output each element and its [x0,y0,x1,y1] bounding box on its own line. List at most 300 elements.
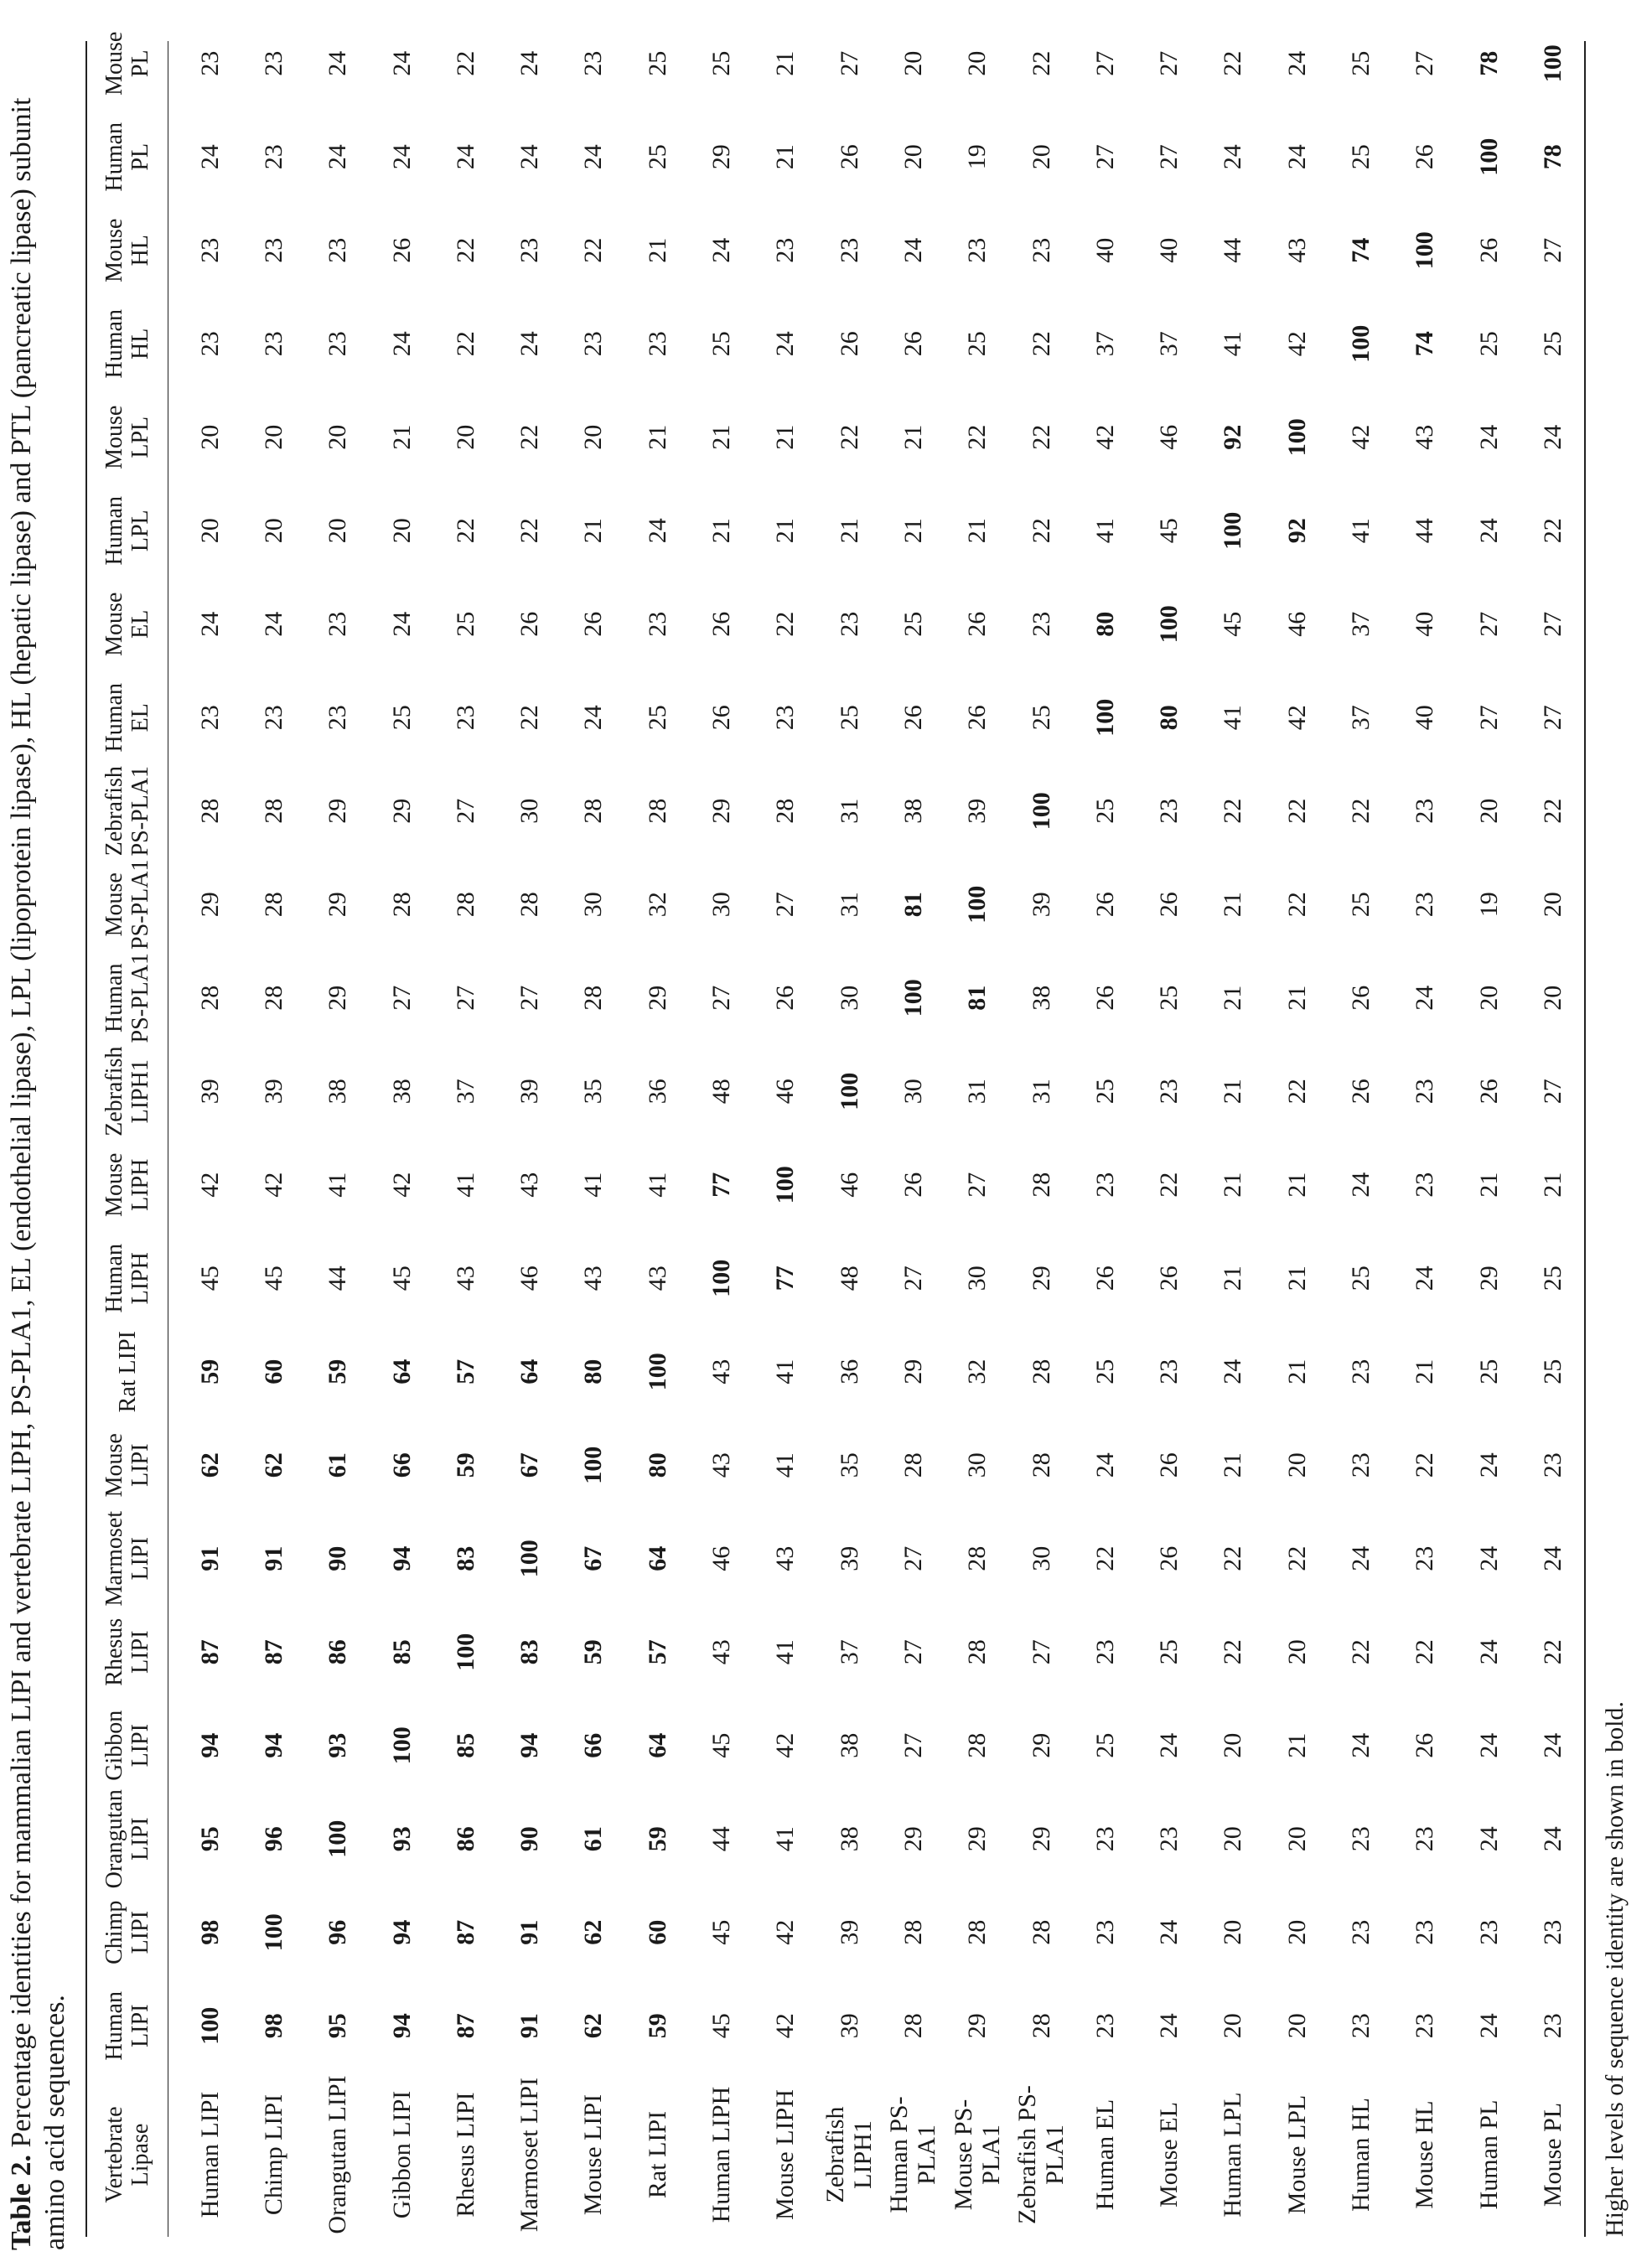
table-cell: 22 [451,237,479,263]
table-cell: 22 [1282,798,1311,824]
table-cell: 40 [1155,237,1183,263]
table-cell: 27 [771,892,800,918]
table-cell: 41 [579,1172,608,1198]
table-cell: 28 [1027,1359,1055,1385]
table-cell: 24 [1474,424,1503,450]
table-cell: 26 [1347,1079,1375,1105]
table-cell: 24 [1474,2013,1503,2039]
table-cell: 24 [643,518,671,544]
table-cell: 26 [1411,1732,1439,1758]
table-cell: 22 [1347,1639,1375,1665]
table-cell: 94 [387,1545,416,1571]
row-label: Marmoset LIPI [515,2077,544,2233]
table-cell: 27 [899,1265,927,1291]
table-cell: 87 [259,1639,287,1665]
table-cell: 23 [324,331,352,357]
table-cell: 96 [259,1826,287,1852]
table-cell: 57 [643,1639,671,1665]
table-cell: 38 [324,1079,352,1105]
table-cell: 23 [451,705,479,731]
table-cell: 62 [195,1452,224,1478]
table-cell: 19 [963,144,992,170]
table-cell: 80 [643,1452,671,1478]
table-cell: 43 [643,1265,671,1291]
table-cell: 27 [1538,237,1567,263]
column-header: Human HL [101,309,153,379]
table-cell: 24 [1155,2013,1183,2039]
column-header: Mouse EL [101,592,153,656]
table-cell: 27 [1538,705,1567,731]
table-cell: 22 [451,518,479,544]
table-cell: 41 [771,1826,800,1852]
table-cell: 25 [1347,144,1375,170]
table-cell: 20 [1027,144,1055,170]
table-cell: 24 [707,237,736,263]
table-cell: 26 [899,331,927,357]
table-cell: 21 [1219,1265,1247,1291]
table-cell: 25 [1155,1639,1183,1665]
table-cell: 26 [1411,144,1439,170]
table-cell: 27 [1027,1639,1055,1665]
table-cell: 25 [643,144,671,170]
table-cell: 64 [387,1359,416,1385]
table-cell: 28 [963,1919,992,1945]
table-cell: 24 [1474,1732,1503,1758]
table-cell: 20 [259,424,287,450]
column-header: Mouse HL [101,218,153,282]
table-cell: 24 [515,331,544,357]
table-cell: 44 [707,1826,736,1852]
table-cell: 20 [195,518,224,544]
table-cell: 28 [1027,1452,1055,1478]
table-cell: 100 [259,1913,287,1952]
table-cell: 59 [195,1359,224,1385]
table-cell: 23 [1411,1172,1439,1198]
table-cell: 24 [1411,1265,1439,1291]
table-cell: 81 [899,892,927,918]
table-cell: 41 [771,1452,800,1478]
table-cell: 39 [1027,892,1055,918]
table-cell: 92 [1282,518,1311,544]
table-cell: 22 [1411,1639,1439,1665]
table-cell: 23 [515,237,544,263]
table-cell: 22 [515,705,544,731]
table-cell: 22 [1027,424,1055,450]
table-cell: 20 [1538,892,1567,918]
table-cell: 27 [963,1172,992,1198]
table-cell: 28 [899,2013,927,2039]
row-label: Mouse HL [1411,2100,1439,2209]
table-cell: 37 [1090,331,1119,357]
table-cell: 62 [579,1919,608,1945]
table-cell: 27 [451,798,479,824]
table-cell: 21 [643,424,671,450]
column-header: Mouse LIPI [101,1433,153,1498]
table-cell: 29 [324,985,352,1011]
table-cell: 20 [579,424,608,450]
table-cell: 98 [195,1919,224,1945]
table-cell: 25 [899,611,927,637]
table-cell: 29 [1027,1732,1055,1758]
table-cell: 30 [1027,1545,1055,1571]
table-cell: 85 [451,1732,479,1758]
row-label: Mouse EL [1155,2102,1183,2207]
table-cell: 23 [1027,611,1055,637]
table-cell: 41 [324,1172,352,1198]
table-cell: 30 [515,798,544,824]
table-cell: 25 [1474,1359,1503,1385]
table-cell: 28 [579,985,608,1011]
table-cell: 87 [451,1919,479,1945]
table-cell: 96 [324,1919,352,1945]
table-cell: 42 [195,1172,224,1198]
table-cell: 23 [835,237,863,263]
table-cell: 26 [579,611,608,637]
table-cell: 26 [835,331,863,357]
table-cell: 25 [1474,331,1503,357]
table-cell: 45 [707,1919,736,1945]
table-cell: 67 [579,1545,608,1571]
table-cell: 100 [1219,511,1247,550]
table-cell: 28 [1027,2013,1055,2039]
column-header: Marmoset LIPI [101,1510,153,1607]
table-cell: 45 [707,2013,736,2039]
row-label: Zebrafish PS-PLA1 [1013,2085,1069,2224]
table-cell: 29 [195,892,224,918]
table-cell: 26 [1474,1079,1503,1105]
table-cell: 80 [1155,705,1183,731]
table-cell: 23 [1411,1826,1439,1852]
table-cell: 26 [899,705,927,731]
table-cell: 23 [195,331,224,357]
table-cell: 24 [515,144,544,170]
table-cell: 42 [259,1172,287,1198]
table-cell: 29 [963,2013,992,2039]
table-cell: 24 [1538,1826,1567,1852]
table-cell: 37 [1155,331,1183,357]
table-cell: 74 [1347,237,1375,263]
table-cell: 100 [1347,324,1375,363]
table-cell: 25 [835,705,863,731]
table-cell: 20 [324,518,352,544]
table-cell: 21 [707,424,736,450]
table-cell: 91 [195,1545,224,1571]
table-cell: 100 [963,885,992,924]
table-cell: 94 [387,2013,416,2039]
table-cell: 23 [1090,1172,1119,1198]
table-cell: 43 [1411,424,1439,450]
table-cell: 23 [963,237,992,263]
table-cell: 28 [259,985,287,1011]
table-cell: 24 [195,144,224,170]
table-cell: 28 [963,1545,992,1571]
table-cell: 24 [1538,1545,1567,1571]
table-cell: 29 [643,985,671,1011]
table-cell: 20 [899,50,927,76]
table-cell: 26 [835,144,863,170]
table-cell: 45 [195,1265,224,1291]
table-cell: 23 [259,144,287,170]
table-cell: 23 [1347,2013,1375,2039]
column-header: Human LIPI [101,1991,153,2061]
table-cell: 25 [707,50,736,76]
table-cell: 25 [707,331,736,357]
table-cell: 20 [324,424,352,450]
table-cell: 43 [707,1359,736,1385]
table-cell: 29 [963,1826,992,1852]
row-label: Human EL [1090,2099,1119,2211]
table-cell: 77 [771,1265,800,1291]
table-cell: 24 [387,50,416,76]
table-cell: 21 [771,518,800,544]
corner-header: Vertebrate Lipase [101,2106,153,2203]
table-cell: 26 [707,611,736,637]
table-cell: 21 [899,424,927,450]
row-label: Human LIPI [195,2091,224,2218]
table-cell: 24 [324,144,352,170]
table-cell: 67 [515,1452,544,1478]
table-cell: 28 [259,798,287,824]
table-cell: 20 [387,518,416,544]
table-cell: 37 [1347,705,1375,731]
table-cell: 77 [707,1172,736,1198]
column-header: Mouse PL [101,31,153,96]
table-cell: 23 [259,237,287,263]
row-label: Orangutan LIPI [324,2075,352,2234]
table-cell: 48 [835,1265,863,1291]
table-cell: 24 [579,705,608,731]
table-cell: 28 [259,892,287,918]
table-cell: 26 [963,705,992,731]
table-cell: 64 [515,1359,544,1385]
table-cell: 59 [579,1639,608,1665]
table-cell: 30 [899,1079,927,1105]
table-cell: 27 [387,985,416,1011]
table-cell: 44 [1219,237,1247,263]
table-cell: 42 [771,1919,800,1945]
table-cell: 100 [1474,137,1503,176]
table-cell: 24 [1538,424,1567,450]
table-cell: 25 [963,331,992,357]
table-cell: 22 [771,611,800,637]
table-cell: 23 [771,705,800,731]
table-cell: 22 [1538,798,1567,824]
table-cell: 41 [1219,705,1247,731]
table-cell: 21 [579,518,608,544]
table-cell: 100 [579,1446,608,1484]
table-cell: 23 [259,331,287,357]
row-label: Mouse LPL [1282,2094,1311,2215]
table-cell: 42 [771,1732,800,1758]
table-cell: 60 [259,1359,287,1385]
table-cell: 90 [515,1826,544,1852]
table-cell: 27 [899,1639,927,1665]
table-cell: 42 [1282,705,1311,731]
table-cell: 24 [1155,1732,1183,1758]
table-cell: 87 [195,1639,224,1665]
table-cell: 64 [643,1732,671,1758]
table-cell: 25 [1090,1079,1119,1105]
table-cell: 26 [1155,892,1183,918]
table-cell: 39 [195,1079,224,1105]
table-cell: 22 [1219,1639,1247,1665]
table-cell: 24 [1347,1172,1375,1198]
table-cell: 28 [579,798,608,824]
row-label: Rhesus LIPI [451,2092,479,2218]
table-cell: 94 [259,1732,287,1758]
table-cell: 41 [643,1172,671,1198]
table-cell: 27 [1538,611,1567,637]
table-cell: 24 [1282,50,1311,76]
table-cell: 42 [387,1172,416,1198]
table-cell: 23 [1347,1359,1375,1385]
table-cell: 37 [1347,611,1375,637]
table-cell: 32 [963,1359,992,1385]
table-cell: 23 [324,705,352,731]
table-cell: 59 [643,2013,671,2039]
table-cell: 24 [387,144,416,170]
table-cell: 26 [1155,1265,1183,1291]
table-cell: 81 [963,985,992,1011]
table-cell: 42 [1090,424,1119,450]
table-footnote: Higher levels of sequence identity are shown in bold. [1601,1701,1629,2237]
table-cell: 29 [387,798,416,824]
table-cell: 92 [1219,424,1247,450]
table-cell: 25 [1155,985,1183,1011]
table-cell: 26 [899,1172,927,1198]
table-cell: 27 [451,985,479,1011]
column-header: Human LPL [101,496,153,566]
table-cell: 23 [771,237,800,263]
table-cell: 29 [707,144,736,170]
table-cell: 23 [1347,1452,1375,1478]
table-cell: 100 [1155,605,1183,644]
table-cell: 23 [1411,1919,1439,1945]
table-cell: 25 [643,705,671,731]
table-cell: 100 [1538,44,1567,83]
table-cell: 100 [835,1072,863,1110]
table-cell: 27 [835,50,863,76]
table-cell: 24 [1219,144,1247,170]
table-cell: 24 [1474,518,1503,544]
table-cell: 25 [1090,1732,1119,1758]
table-cell: 20 [1282,1639,1311,1665]
table-cell: 21 [1538,1172,1567,1198]
table-cell: 22 [1027,331,1055,357]
table-cell: 20 [1219,1732,1247,1758]
table-cell: 43 [771,1545,800,1571]
table-cell: 24 [324,50,352,76]
table-cell: 93 [324,1732,352,1758]
table-cell: 98 [259,2013,287,2039]
table-cell: 100 [451,1633,479,1671]
table-cell: 24 [387,331,416,357]
table-cell: 28 [1027,1919,1055,1945]
table-cell: 27 [1474,611,1503,637]
table-cell: 21 [1282,1359,1311,1385]
table-cell: 24 [1538,1732,1567,1758]
table-cell: 26 [387,237,416,263]
table-cell: 22 [1219,798,1247,824]
table-cell: 20 [1538,985,1567,1011]
table-cell: 22 [1219,1545,1247,1571]
table-cell: 19 [1474,892,1503,918]
table-cell: 86 [451,1826,479,1852]
table-cell: 46 [1155,424,1183,450]
table-cell: 26 [515,611,544,637]
column-header: Mouse PS-PLA1 [101,859,153,950]
table-cell: 21 [1474,1172,1503,1198]
table-cell: 29 [1474,1265,1503,1291]
caption-text: Percentage identities for mammalian LIPI and vertebrate LIPH, PS-PLA1, EL (endothelial lipase), LPL (lipoprotein lipase), HL (hepatic lipase) and PTL (pancreatic lipase) subunit amino acid sequences. [6,97,70,2250]
table-cell: 22 [835,424,863,450]
table-cell: 29 [1027,1826,1055,1852]
table-cell: 24 [1219,1359,1247,1385]
table-cell: 20 [899,144,927,170]
table-cell: 23 [1155,798,1183,824]
table-cell: 25 [1538,1265,1567,1291]
table-cell: 26 [1090,1265,1119,1291]
table-cell: 29 [899,1359,927,1385]
table-cell: 100 [707,1259,736,1297]
table-cell: 22 [1219,50,1247,76]
table-cell: 22 [451,331,479,357]
table-cell: 22 [963,424,992,450]
table-cell: 42 [771,2013,800,2039]
table-cell: 23 [579,50,608,76]
table-cell: 22 [579,237,608,263]
caption-label: Table 2. [6,2154,37,2250]
table-cell: 28 [771,798,800,824]
table-cell: 62 [579,2013,608,2039]
table-cell: 66 [579,1732,608,1758]
table-cell: 25 [1027,705,1055,731]
table-cell: 39 [835,2013,863,2039]
table-cell: 42 [1282,331,1311,357]
table-cell: 24 [1155,1919,1183,1945]
table-cell: 21 [1219,892,1247,918]
table-cell: 45 [1155,518,1183,544]
table-cell: 23 [1538,1452,1567,1478]
table-cell: 27 [1411,50,1439,76]
table-cell: 41 [1219,331,1247,357]
table-cell: 24 [1474,1545,1503,1571]
column-header: Gibbon LIPI [101,1710,153,1781]
column-header: Zebrafish LIPH1 [101,1046,153,1136]
table-cell: 24 [451,144,479,170]
table-cell: 28 [643,798,671,824]
table-cell: 38 [835,1826,863,1852]
table-cell: 23 [835,611,863,637]
table-cell: 20 [1219,1826,1247,1852]
table-cell: 20 [1474,985,1503,1011]
table-cell: 95 [324,2013,352,2039]
table-cell: 38 [1027,985,1055,1011]
table-cell: 28 [963,1639,992,1665]
table-cell: 31 [835,798,863,824]
table-cell: 24 [899,237,927,263]
table-cell: 100 [899,979,927,1017]
table-cell: 27 [1538,1079,1567,1105]
table-cell: 23 [1090,1826,1119,1852]
table-cell: 39 [515,1079,544,1105]
table-cell: 100 [1027,792,1055,831]
table-cell: 23 [259,50,287,76]
column-header: Zebrafish PS-PLA1 [101,766,153,857]
table-cell: 36 [643,1079,671,1105]
table-cell: 100 [771,1166,800,1204]
table-caption [5,21,72,2250]
